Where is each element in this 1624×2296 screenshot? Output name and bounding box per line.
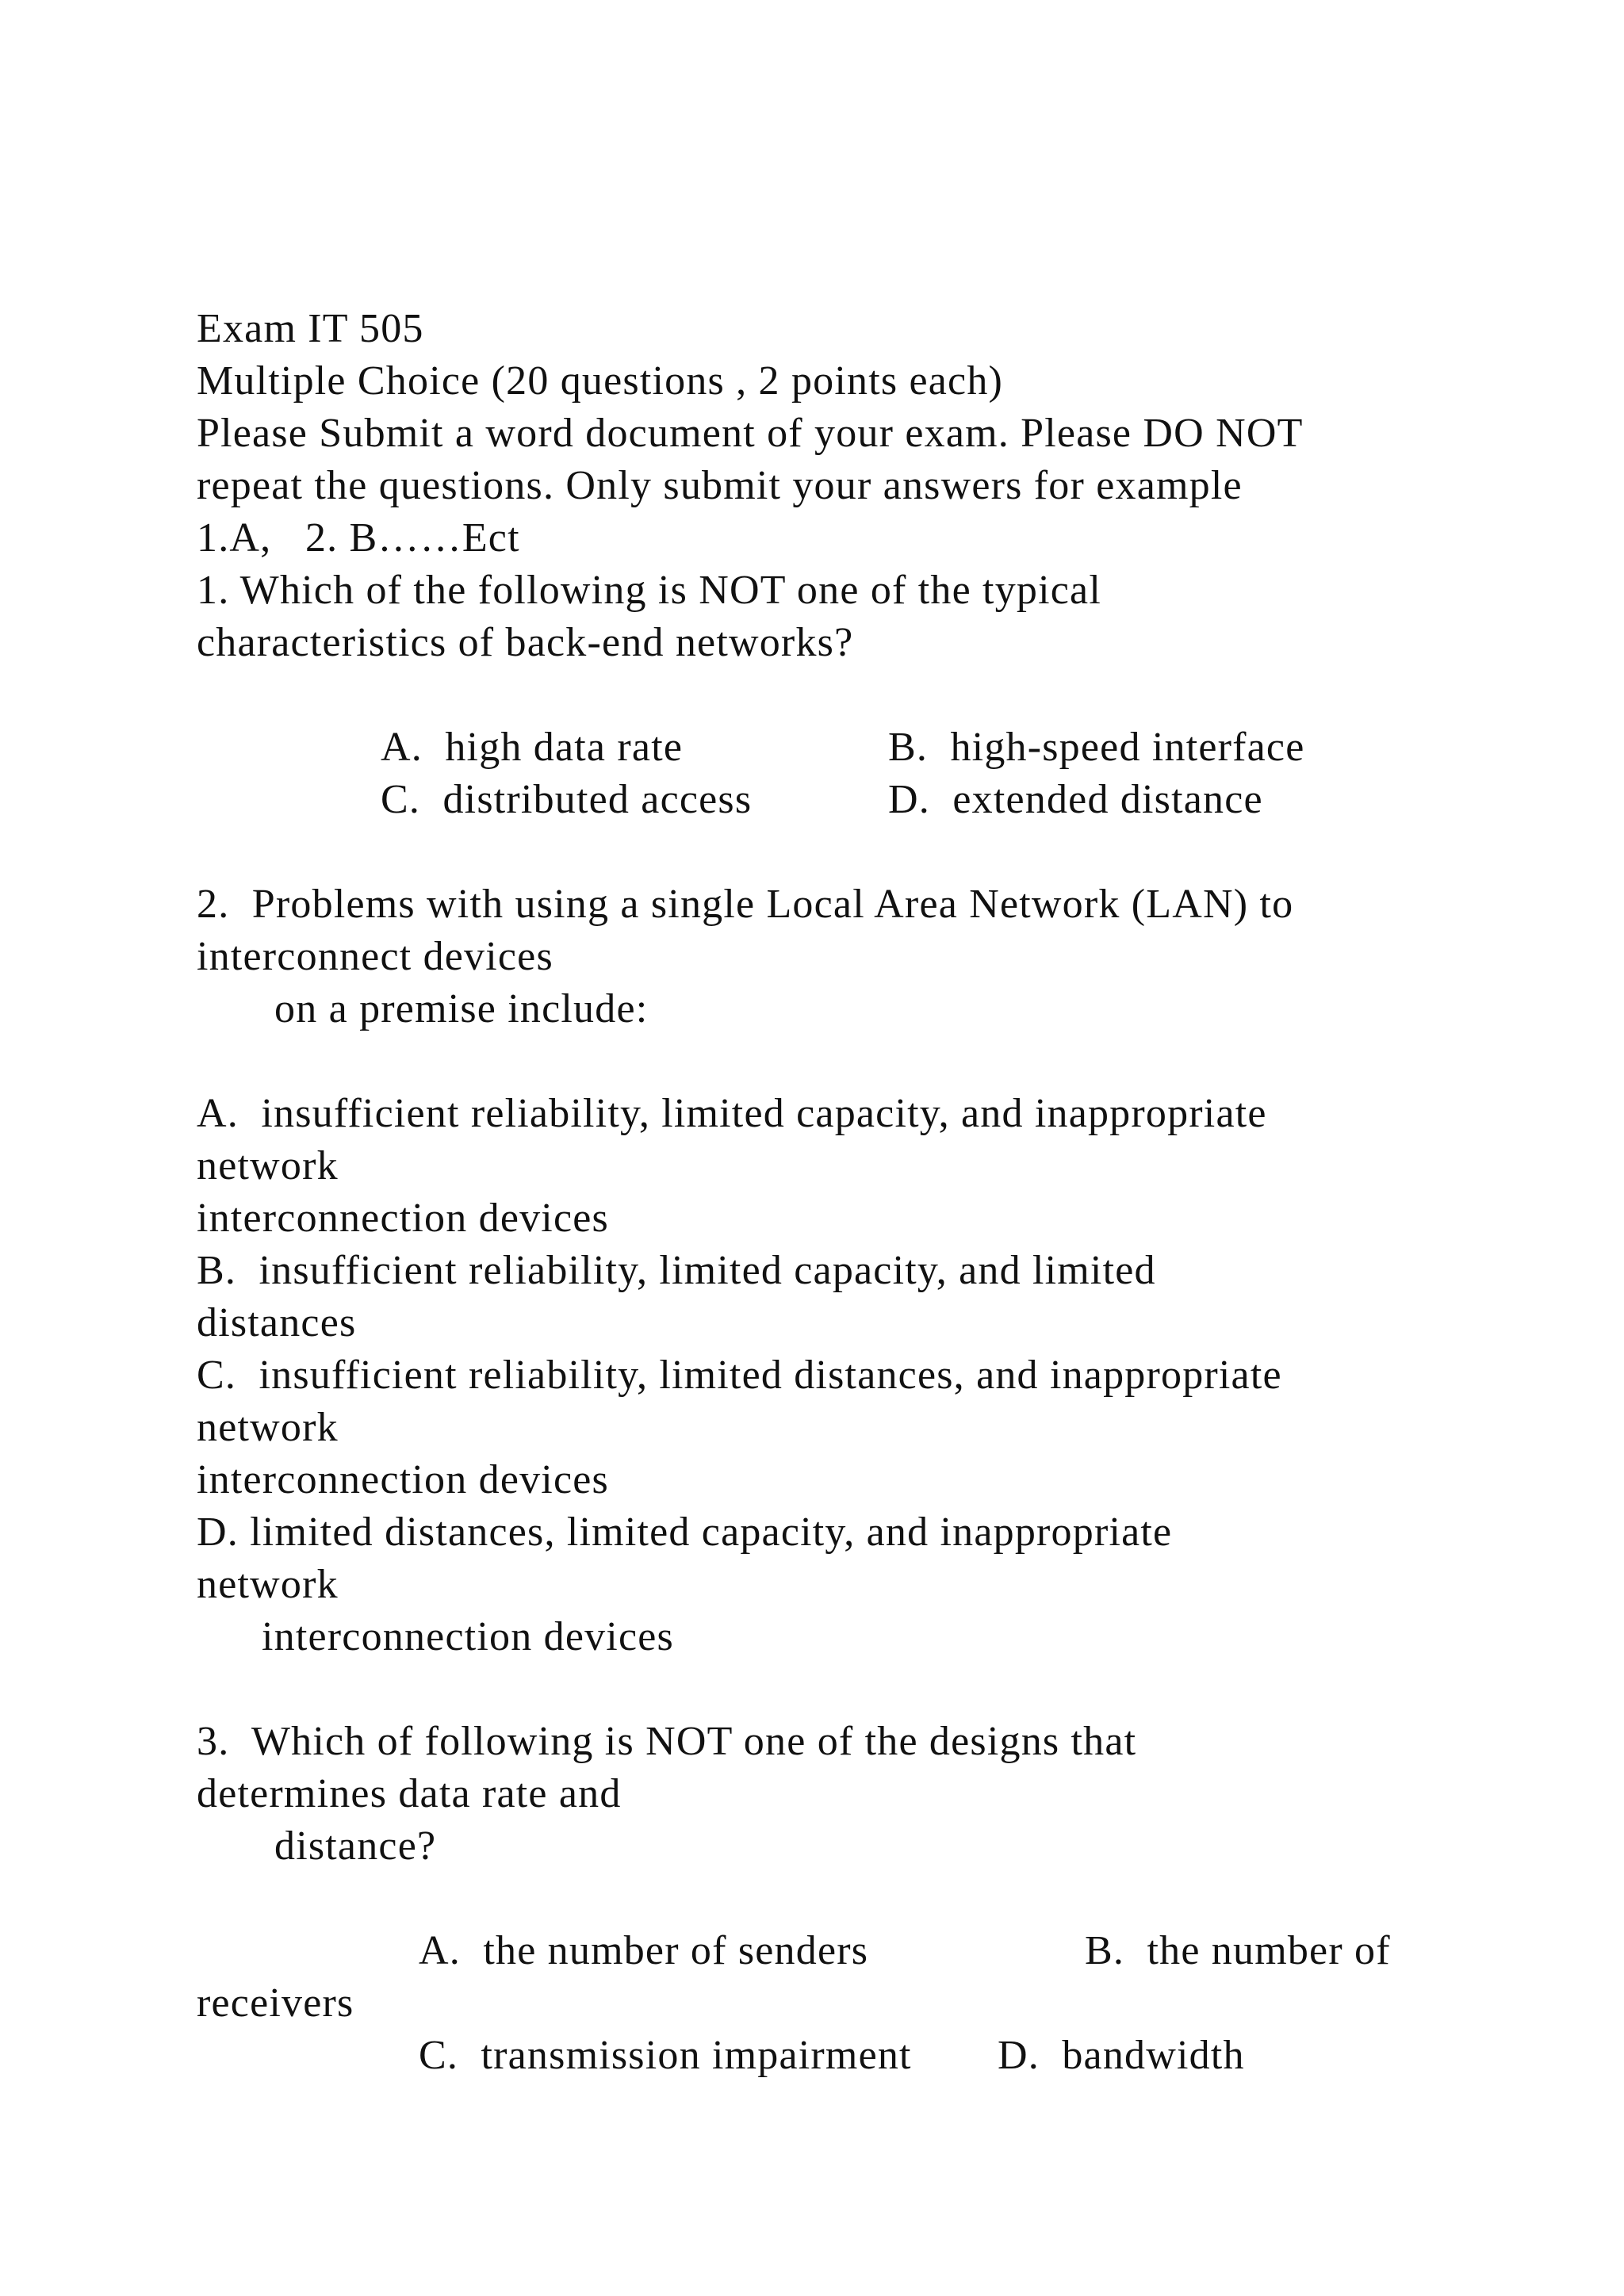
q1-option-c: C. distributed access <box>381 777 753 822</box>
q3-option-b: B. the number of <box>1085 1928 1391 1973</box>
q1-stem-line-2: characteristics of back-end networks? <box>197 620 854 665</box>
q2-option-line-1: A. insufficient reliability, limited capacity, and inappropriate <box>197 1091 1267 1136</box>
q2-option-line-8: interconnection devices <box>197 1457 609 1502</box>
q2-option-line-5: distances <box>197 1300 357 1345</box>
q2-option-line-7: network <box>197 1405 339 1450</box>
q2-option-line-3: interconnection devices <box>197 1196 609 1241</box>
q2-option-line-10: network <box>197 1562 339 1607</box>
q2-stem-line-2: interconnect devices <box>197 934 553 979</box>
q3-stem-line-3: distance? <box>274 1823 437 1869</box>
instructions-line-1: Please Submit a word document of your exam. Please DO NOT <box>197 411 1304 456</box>
q3-stem-line-1: 3. Which of following is NOT one of the designs that <box>197 1719 1137 1764</box>
q1-option-d: D. extended distance <box>888 777 1263 822</box>
q3-option-c: C. transmission impairment <box>419 2033 912 2078</box>
q2-option-line-2: network <box>197 1143 339 1188</box>
instructions-line-3: 1.A, 2. B……Ect <box>197 515 520 561</box>
q3-option-b-continued: receivers <box>197 1980 354 2026</box>
q3-stem-line-2: determines data rate and <box>197 1771 622 1816</box>
q2-option-line-6: C. insufficient reliability, limited distances, and inappropriate <box>197 1353 1282 1398</box>
q2-option-line-9: D. limited distances, limited capacity, and inappropriate <box>197 1510 1173 1555</box>
q1-option-b: B. high-speed interface <box>888 725 1305 770</box>
q2-stem-line-1: 2. Problems with using a single Local Area Network (LAN) to <box>197 882 1294 927</box>
exam-subtitle: Multiple Choice (20 questions , 2 points each) <box>197 358 1004 404</box>
q2-stem-line-3: on a premise include: <box>274 986 649 1031</box>
q2-option-line-11: interconnection devices <box>262 1614 674 1659</box>
q1-stem-line-1: 1. Which of the following is NOT one of the typical <box>197 568 1101 613</box>
q2-option-line-4: B. insufficient reliability, limited capacity, and limited <box>197 1248 1156 1293</box>
q1-option-a: A. high data rate <box>381 725 684 770</box>
q3-option-d: D. bandwidth <box>998 2033 1245 2078</box>
instructions-line-2: repeat the questions. Only submit your answers for example <box>197 463 1243 508</box>
exam-title: Exam IT 505 <box>197 306 424 351</box>
q3-option-a: A. the number of senders <box>419 1928 869 1973</box>
